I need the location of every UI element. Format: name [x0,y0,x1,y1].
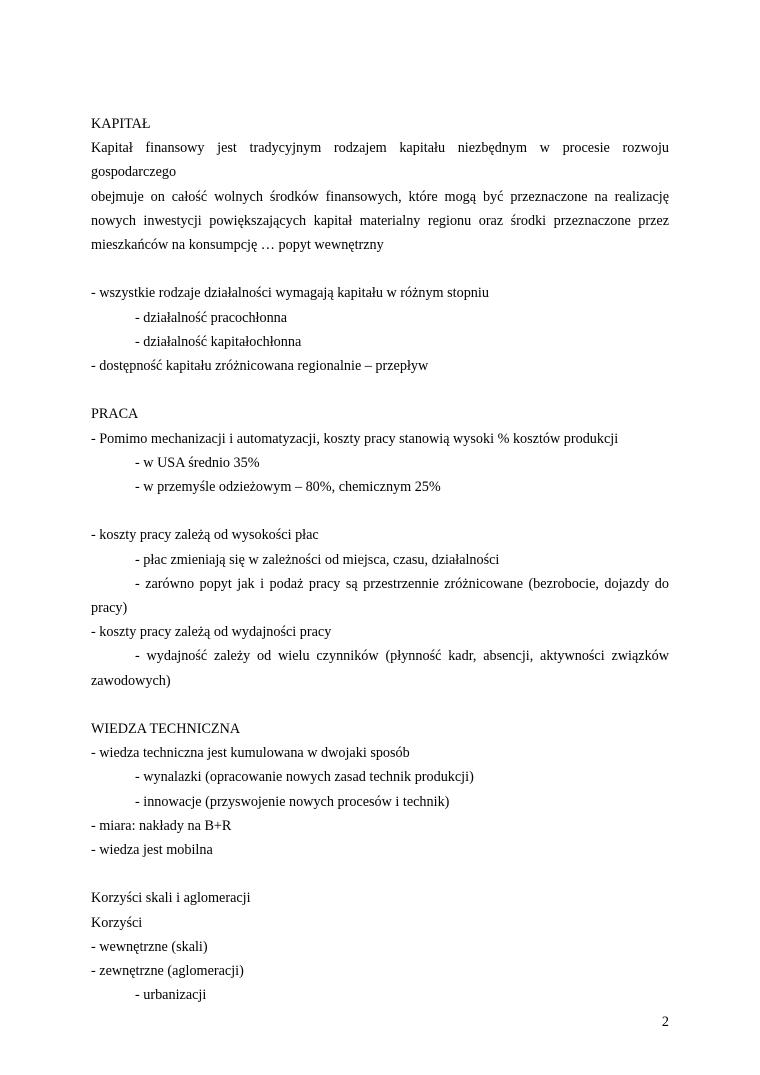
sub-bullet-item: - wynalazki (opracowanie nowych zasad technik produkcji) [135,769,474,786]
sub-bullet-item: - zarówno popyt jak i podaż pracy są przestrzennie zróżnicowane (bezrobocie, dojazdy do [135,575,669,592]
bullet-item: - wewnętrzne (skali) [91,938,208,955]
paragraph-line: obejmuje on całość wolnych środków finansowych, które mogą być przeznaczone na realizację [91,188,669,205]
sub-bullet-item: - płac zmieniają się w zależności od miejsca, czasu, działalności [135,551,500,568]
bullet-item: - koszty pracy zależą od wydajności pracy [91,624,332,641]
spacer [91,693,669,717]
sub-bullet-item: - innowacje (przyswojenie nowych procesów i technik) [135,793,450,810]
spacer [91,862,669,886]
sub-bullet-item: - w USA średnio 35% [135,454,260,471]
bullet-item: - koszty pracy zależą od wysokości płac [91,527,319,544]
section-heading-praca: PRACA [91,406,139,423]
spacer [91,499,669,523]
spacer [91,378,669,402]
bullet-item: - zewnętrzne (aglomeracji) [91,963,244,980]
sub-bullet-item: - działalność kapitałochłonna [135,333,302,350]
sub-bullet-item: - w przemyśle odzieżowym – 80%, chemicznym 25% [135,479,441,496]
sub-bullet-continuation: pracy) [91,600,128,617]
paragraph-line: Kapitał finansowy jest tradycyjnym rodzajem kapitału niezbędnym w procesie rozwoju gospodarczego [91,140,669,181]
subheading: Korzyści [91,914,143,931]
bullet-item: - dostępność kapitału zróżnicowana regionalnie – przepływ [91,358,429,375]
bullet-item: - wszystkie rodzaje działalności wymagają kapitału w różnym stopniu [91,285,489,302]
bullet-item: - Pomimo mechanizacji i automatyzacji, koszty pracy stanowią wysoki % kosztów produkcji [91,430,619,447]
section-heading-korzysci: Korzyści skali i aglomeracji [91,890,251,907]
sub-bullet-continuation: zawodowych) [91,672,171,689]
section-heading-wiedza: WIEDZA TECHNICZNA [91,721,241,738]
paragraph-line: mieszkańców na konsumpcję … popyt wewnętrzny [91,237,384,254]
sub-bullet-item: - działalność pracochłonna [135,309,288,326]
sub-bullet-item: - urbanizacji [135,987,207,1004]
sub-bullet-item: - wydajność zależy od wielu czynników (płynność kadr, absencji, aktywności związków [135,648,669,665]
document-body [91,112,669,1007]
bullet-item: - miara: nakłady na B+R [91,817,232,834]
page-number: 2 [661,1014,669,1030]
bullet-item: - wiedza techniczna jest kumulowana w dwojaki sposób [91,745,410,762]
spacer [91,257,669,281]
section-heading-kapital: KAPITAŁ [91,116,151,132]
paragraph-line: nowych inwestycji powiększających kapitał materialny regionu oraz środki przeznaczone przez [91,212,669,229]
bullet-item: - wiedza jest mobilna [91,842,213,859]
